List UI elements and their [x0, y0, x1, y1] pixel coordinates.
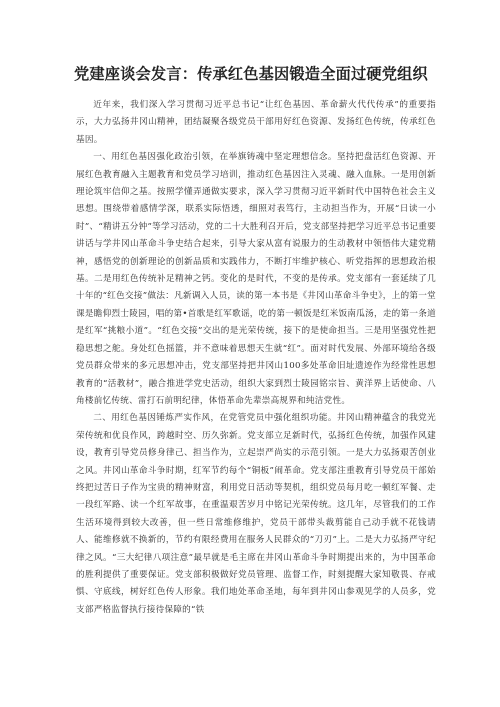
document-title: 党建座谈会发言：传承红色基因锻造全面过硬党组织: [74, 65, 428, 83]
paragraph-section-two: 二、用红色基因锤炼严实作风，在党管党员中强化组织功能。井冈山精神蕴含的我党光荣传统和优良作风，跨越时空、历久弥新。党支部立足新时代，弘扬红色传统，加强作风建设，教育引导党员修身律己、担当作为，立起崇严尚实的示范引领。一是大力弘扬艰苦创业之风。井冈山革命斗争时期，红军节约每个“铜板”闹革命。党支部注重教育引导党员干部始终把过苦日子作为宝贵的精神财富，利用党日活动等契机，组织党员每月吃一顿红军餐、走一段红军路、读一个红军故事，在重温艰苦岁月中铭记光荣传统。这几年，尽管我们的工作生活环境得到较大改善，但一些日常维修维护，党员干部带头裁剪能自己动手就不花钱请人、能维修就不换新的，节约有限经费用在服务人民群众的“刀刃”上。二是大力弘扬严守纪律之风。“三大纪律八项注意”最早就是毛主席在井冈山革命斗争时期提出来的，为中国革命的胜利提供了重要保证。党支部积极做好党员管理、监督工作，时刻提醒大家知敬畏、存戒惧、守底线，树好红色传人形象。我们地处革命圣地，每年到井冈山参观见学的人员多，党支部严格监督执行接待保障的“铁: [76, 413, 436, 615]
paragraph-intro: 近年来，我们深入学习贯彻习近平总书记“让红色基因、革命薪火代代传承”的重要指示，大力弘扬井冈山精神，团结凝聚各级党员干部用好红色资源、发扬红色传统，传承红色基因。: [76, 100, 436, 145]
document-body: [76, 97, 436, 619]
paragraph-section-one: 一、用红色基因强化政治引领，在举旗铸魂中坚定理想信念。坚持把盘活红色资源、开展红色教育融入主题教育和党员学习培训，推动红色基因注入灵魂、融入血脉。一是用创新理论筑牢信仰之基。按照学懂弄通做实要求，深入学习贯彻习近平新时代中国特色社会主义思想。围绕带着感情学深，联系实际悟透，细照对表笃行，主动担当作为，开展“日读一小时”、“精讲五分钟”等学习活动，党的二十大胜利召开后，党支部坚持把学习近平总书记重要讲话与学井冈山革命斗争史结合起来，引导大家从富有说服力的生动教材中领悟伟大建党精神，感悟党的创新理论的创新品质和实践伟力，不断打牢维护核心、听党指挥的思想政治根基。二是用红色传统补足精神之钙。变化的是时代，不变的是传承。党支部有一套延续了几十年的“红色交接”做法：凡新调入人员，读的第一本书是《井冈山革命斗争史》，上的第一堂课是瞻仰烈士陵园，唱的第•首歌是红军歌谣，吃的第一顿饭是红米饭南瓜汤，走的第一条道是红军“挑粮小道”。“红色交接”交出的是光荣传统，接下的是使命担当。三是用坚强党性把稳思想之舵。身处红色摇篮，并不意味着思想天生就“红”。面对时代发展、外部环境给各级党员群众带来的多元思想冲击，党支部坚持把井冈山100多处革命旧址遗迹作为经常性思想教育的“活教材”，融合推进学党史活动，组织大家到烈士陵园铭宗旨、黄洋界上话使命、八角楼前忆传统、雷打石前明纪律，体悟革命先辈崇高规界和纯洁党性。: [76, 152, 436, 406]
